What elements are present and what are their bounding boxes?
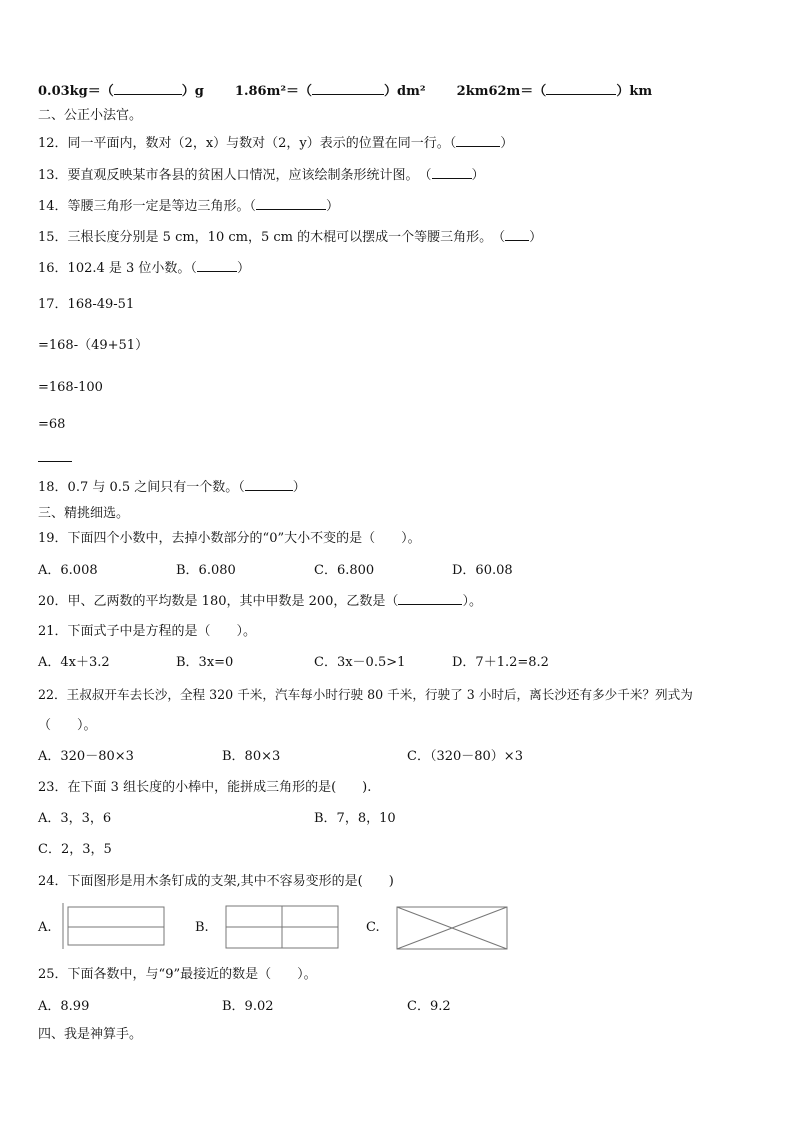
option-c[interactable]: C．（320－80）×3 xyxy=(407,749,523,764)
option-a[interactable]: A．8.99 xyxy=(38,999,90,1014)
question-15 xyxy=(38,228,542,247)
paren-close: ） xyxy=(500,136,514,151)
conv-1-unit: ）g xyxy=(181,84,204,99)
option-b[interactable]: B．3x=0 xyxy=(176,655,234,670)
question-17-line-2: =168-（49+51） xyxy=(38,338,149,353)
question-22-line-2: （ ）。 xyxy=(38,718,97,733)
paren-close: ） xyxy=(471,168,485,183)
frame-figure-a[interactable] xyxy=(60,901,170,951)
conv-3-text: 2km62m＝（ xyxy=(456,84,547,99)
answer-blank[interactable] xyxy=(398,592,462,605)
option-b[interactable]: B．6.080 xyxy=(176,563,236,578)
option-d[interactable]: D．60.08 xyxy=(452,563,513,578)
answer-blank[interactable] xyxy=(114,82,182,95)
answer-blank[interactable] xyxy=(197,259,237,272)
answer-blank[interactable] xyxy=(432,166,472,179)
answer-blank[interactable] xyxy=(505,228,529,241)
question-24: 24．下面图形是用木条钉成的支架,其中不容易变形的是( ) xyxy=(38,874,394,889)
question-text: 13．要直观反映某市各县的贫困人口情况，应该绘制条形统计图。 （ xyxy=(38,168,432,183)
question-25: 25．下面各数中，与“9”最接近的数是（ ）。 xyxy=(38,967,317,982)
option-c[interactable]: C．9.2 xyxy=(407,999,451,1014)
answer-blank[interactable] xyxy=(256,197,326,210)
conv-1-text: 0.03kg＝（ xyxy=(38,84,114,99)
paren-close: ） xyxy=(326,199,340,214)
conv-3-unit: ）km xyxy=(616,84,653,99)
question-14 xyxy=(38,197,339,216)
option-b[interactable]: B. xyxy=(195,920,209,935)
conv-2-text: 1.86m²＝（ xyxy=(234,84,313,99)
frame-figure-c[interactable] xyxy=(395,905,509,953)
question-21: 21．下面式子中是方程的是（ ）。 xyxy=(38,624,257,639)
option-a[interactable]: A．320－80×3 xyxy=(38,749,134,764)
question-text: 15．三根长度分别是 5 cm，10 cm，5 cm 的木棍可以摆成一个等腰三角形。 （ xyxy=(38,230,506,245)
option-d[interactable]: D．7＋1.2=8.2 xyxy=(452,655,549,670)
question-20 xyxy=(38,592,482,611)
question-22-line-1: 22．王叔叔开车去长沙，全程 320 千米，汽车每小时行驶 80 千米，行驶了 3 小时后，离长沙还有多少千米？列式为 xyxy=(38,687,693,702)
question-text: 12．同一平面内，数对（2，x）与数对（2，y）表示的位置在同一行。（ xyxy=(38,136,457,151)
section-title-2: 二、公正小法官。 xyxy=(38,108,143,123)
question-19: 19．下面四个小数中，去掉小数部分的“0”大小不变的是（ ）。 xyxy=(38,531,421,546)
paren-close: ） xyxy=(236,261,250,276)
question-17-line-4: =68 xyxy=(38,417,66,432)
option-a[interactable]: A．3，3，6 xyxy=(38,811,112,826)
question-23: 23．在下面 3 组长度的小棒中，能拼成三角形的是( ). xyxy=(38,780,372,795)
section-title-3: 三、精挑细选。 xyxy=(38,506,130,521)
question-13 xyxy=(38,166,485,185)
answer-underline[interactable] xyxy=(38,461,72,462)
option-c[interactable]: C．2，3，5 xyxy=(38,842,112,857)
answer-blank[interactable] xyxy=(312,82,384,95)
question-17-line-1: 17．168-49-51 xyxy=(38,297,135,312)
paren-close: ） xyxy=(292,480,306,495)
section-title-4: 四、我是神算手。 xyxy=(38,1027,143,1042)
option-c[interactable]: C．6.800 xyxy=(314,563,375,578)
question-17-line-3: =168-100 xyxy=(38,380,103,395)
option-c[interactable]: C. xyxy=(366,920,380,935)
option-a[interactable]: A．4x＋3.2 xyxy=(38,655,110,670)
conversion-line xyxy=(38,82,652,101)
option-b[interactable]: B．9.02 xyxy=(222,999,274,1014)
question-text: 14．等腰三角形一定是等边三角形。（ xyxy=(38,199,257,214)
answer-blank[interactable] xyxy=(245,478,293,491)
frame-figure-b[interactable] xyxy=(224,904,340,952)
question-12 xyxy=(38,134,513,153)
question-text: 16．102.4 是 3 位小数。（ xyxy=(38,261,197,276)
conv-2-unit: ）dm² xyxy=(384,84,426,99)
question-text: 18．0.7 与 0.5 之间只有一个数。（ xyxy=(38,480,245,495)
paren-close: ）。 xyxy=(462,594,482,609)
option-a[interactable]: A. xyxy=(38,920,52,935)
option-b[interactable]: B．80×3 xyxy=(222,749,281,764)
option-c[interactable]: C．3x－0.5>1 xyxy=(314,655,406,670)
question-16 xyxy=(38,259,250,278)
question-18 xyxy=(38,478,306,497)
option-b[interactable]: B．7，8，10 xyxy=(314,811,396,826)
paren-close: ） xyxy=(529,230,543,245)
question-text: 20．甲、乙两数的平均数是 180，其中甲数是 200，乙数是（ xyxy=(38,594,399,609)
answer-blank[interactable] xyxy=(546,82,616,95)
option-a[interactable]: A．6.008 xyxy=(38,563,98,578)
answer-blank[interactable] xyxy=(456,134,500,147)
